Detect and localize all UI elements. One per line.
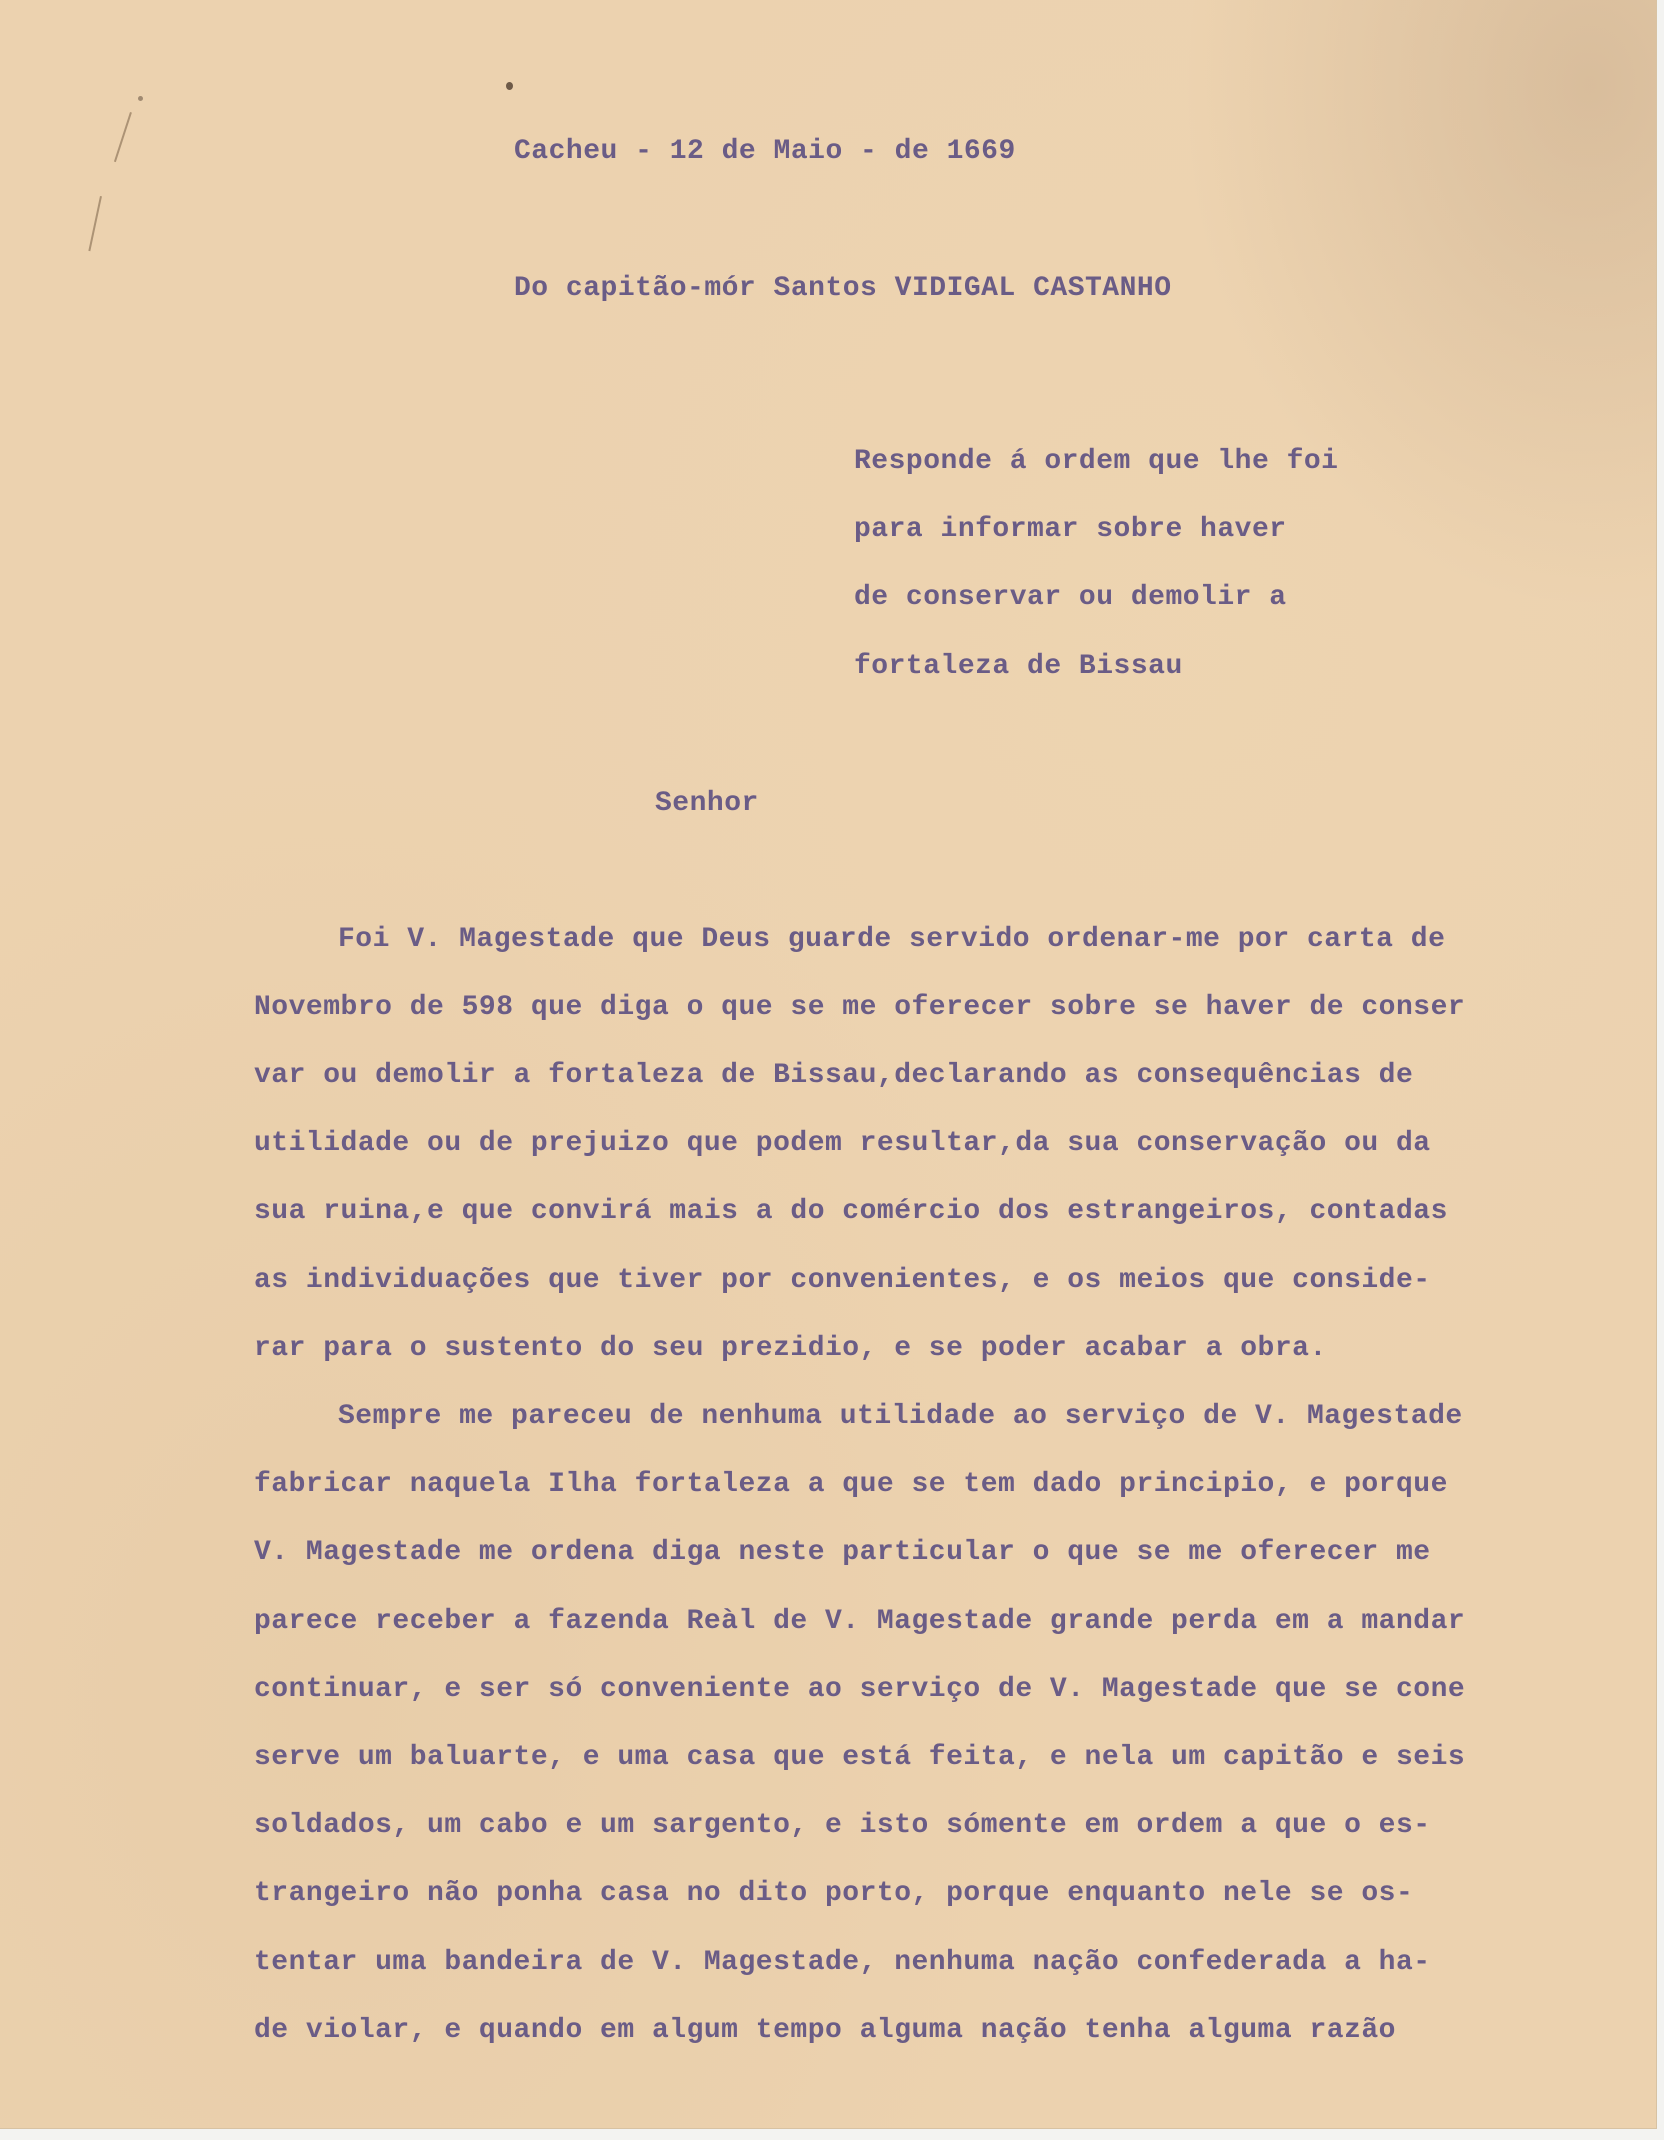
paper-crease — [114, 112, 132, 162]
body-line: as individuações que tiver por convenientes, e os meios que conside- — [254, 1265, 1431, 1296]
body-line: de violar, e quando em algum tempo alguma nação tenha alguma razão — [254, 2015, 1396, 2046]
body-line: V. Magestade me ordena diga neste particular o que se me oferecer me — [254, 1537, 1431, 1568]
body-line: parece receber a fazenda Reàl de V. Magestade grande perda em a mandar — [254, 1606, 1466, 1637]
body-line: continuar, e ser só conveniente ao serviço de V. Magestade que se cone — [254, 1674, 1466, 1705]
author-line: Do capitão-mór Santos VIDIGAL CASTANHO — [514, 273, 1172, 304]
body-line: Foi V. Magestade que Deus guarde servido ordenar-me por carta de — [338, 924, 1446, 955]
summary-line: Responde á ordem que lhe foi — [854, 446, 1339, 477]
body-line: utilidade ou de prejuizo que podem resultar,da sua conservação ou da — [254, 1128, 1431, 1159]
body-line: serve um baluarte, e uma casa que está feita, e nela um capitão e seis — [254, 1742, 1466, 1773]
body-line: Novembro de 598 que diga o que se me oferecer sobre se haver de conser — [254, 992, 1466, 1023]
salutation: Senhor — [655, 788, 759, 819]
paper-crease — [88, 196, 102, 251]
body-line: sua ruina,e que convirá mais a do comércio dos estrangeiros, contadas — [254, 1196, 1448, 1227]
ink-dot — [506, 82, 513, 90]
date-line: Cacheu - 12 de Maio - de 1669 — [514, 136, 1016, 167]
body-line: rar para o sustento do seu prezidio, e se poder acabar a obra. — [254, 1333, 1327, 1364]
summary-line: de conservar ou demolir a — [854, 582, 1287, 613]
ink-dot — [138, 96, 143, 101]
body-line: var ou demolir a fortaleza de Bissau,declarando as consequências de — [254, 1060, 1414, 1091]
body-line: trangeiro não ponha casa no dito porto, porque enquanto nele se os- — [254, 1878, 1414, 1909]
body-line: tentar uma bandeira de V. Magestade, nenhuma nação confederada a ha- — [254, 1947, 1431, 1978]
summary-line: para informar sobre haver — [854, 514, 1287, 545]
body-line: fabricar naquela Ilha fortaleza a que se tem dado principio, e porque — [254, 1469, 1448, 1500]
body-line: Sempre me pareceu de nenhuma utilidade ao serviço de V. Magestade — [338, 1401, 1463, 1432]
summary-line: fortaleza de Bissau — [854, 651, 1183, 682]
body-line: soldados, um cabo e um sargento, e isto sómente em ordem a que o es- — [254, 1810, 1431, 1841]
